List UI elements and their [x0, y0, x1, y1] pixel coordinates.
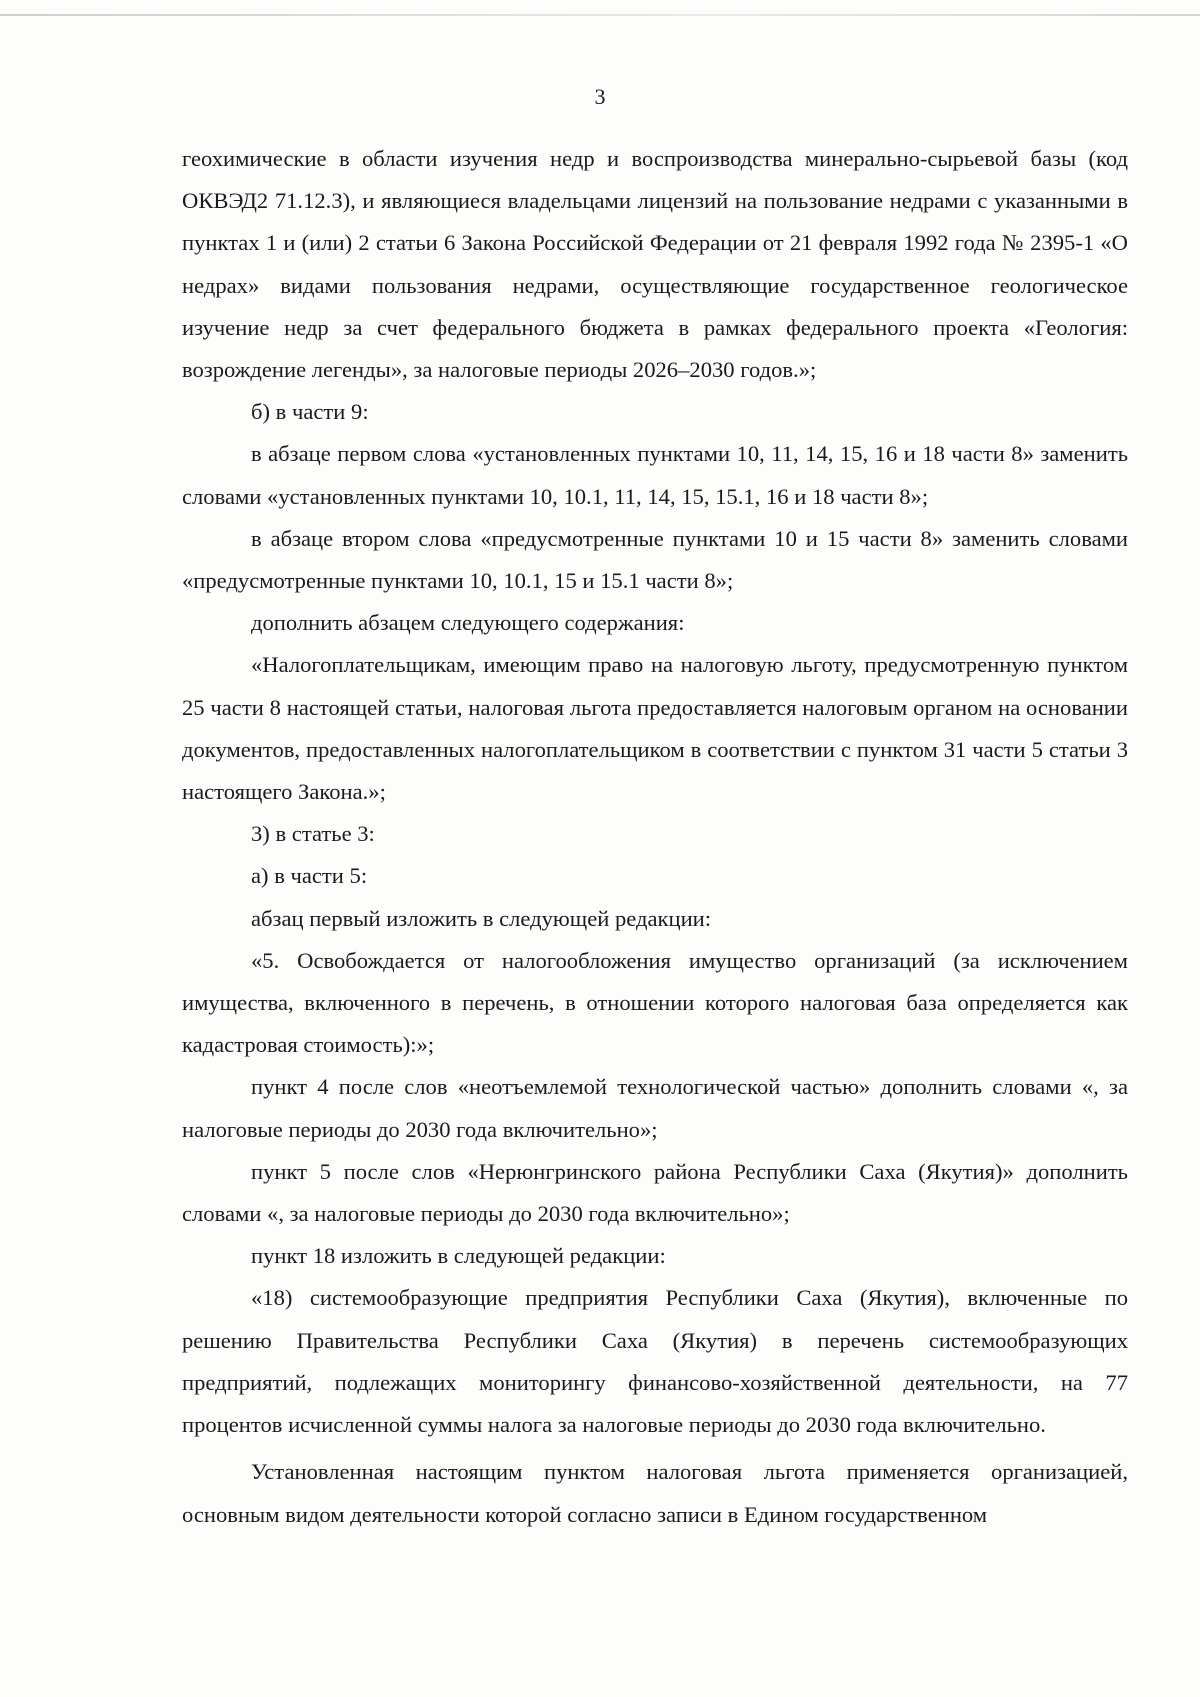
paragraph-quote-taxpayers: «Налогоплательщикам, имеющим право на налоговую льготу, предусмотренную пунктом 25 части 8 настоящей статьи, налоговая льгота предоставляется налоговым органом на основании документов, предоставленных налогоплательщиком в соответствии с пунктом 31 части 5 статьи 3 настоящего Закона.»; [182, 652, 1128, 805]
scan-edge-line [0, 14, 1200, 16]
paragraph-continuation: геохимические в области изучения недр и воспроизводства минерально-сырьевой базы (код ОКВЭД2 71.12.3), и являющиеся владельцами лицензий на пользование недрами с указанными в пунктах 1 и (или) 2 статьи 6 Закона Российской Федерации от 21 февраля 1992 года № 2395-1 «О недрах» видами пользования недрами, осуществляющие государственное геологическое изучение недр за счет федерального бюджета в рамках федерального проекта «Геология: возрождение легенды», за налоговые периоды 2026–2030 годов.»; [182, 146, 1128, 383]
paragraph-subitem-b: б) в части 9: [251, 399, 369, 425]
paragraph-second-abzac: в абзаце втором слова «предусмотренные пунктами 10 и 15 части 8» заменить словами «предусмотренные пунктами 10, 10.1, 15 и 15.1 части 8»; [182, 525, 1128, 594]
paragraph-add-abzac: дополнить абзацем следующего содержания: [251, 610, 685, 636]
document-body [182, 138, 1128, 1536]
paragraph-article-3: 3) в статье 3: [251, 821, 375, 847]
page-number: 3 [594, 84, 606, 109]
paragraph-point-4: пункт 4 после слов «неотъемлемой технологической частью» дополнить словами «, за налоговые периоды до 2030 года включительно»; [182, 1074, 1128, 1142]
paragraph-quote-point-18: «18) системообразующие предприятия Республики Саха (Якутия), включенные по решению Правительства Республики Саха (Якутия) в перечень системообразующих предприятий, подлежащих мониторингу финансово-хозяйственной деятельности, на 77 процентов исчисленной суммы налога за налоговые периоды до 2030 года включительно. [182, 1285, 1128, 1438]
paragraph-benefit-applies: Установленная настоящим пунктом налоговая льгота применяется организацией, основным видом деятельности которой согласно записи в Едином государственном [182, 1459, 1128, 1527]
paragraph-part-5: а) в части 5: [251, 863, 368, 889]
paragraph-point-18: пункт 18 изложить в следующей редакции: [251, 1243, 666, 1269]
paragraph-point-5: пункт 5 после слов «Нерюнгринского района Республики Саха (Якутия)» дополнить словами «, за налоговые периоды до 2030 года включительно»; [182, 1158, 1128, 1227]
paragraph-quote-exemption: «5. Освобождается от налогообложения имущество организаций (за исключением имущества, включенного в перечень, в отношении которого налоговая база определяется как кадастровая стоимость):»; [182, 947, 1128, 1058]
paragraph-first-abzac-edit: абзац первый изложить в следующей редакции: [251, 905, 712, 931]
paragraph-first-abzac: в абзаце первом слова «установленных пунктами 10, 11, 14, 15, 16 и 18 части 8» заменить словами «установленных пунктами 10, 10.1, 11, 14, 15, 15.1, 16 и 18 части 8»; [182, 441, 1128, 509]
